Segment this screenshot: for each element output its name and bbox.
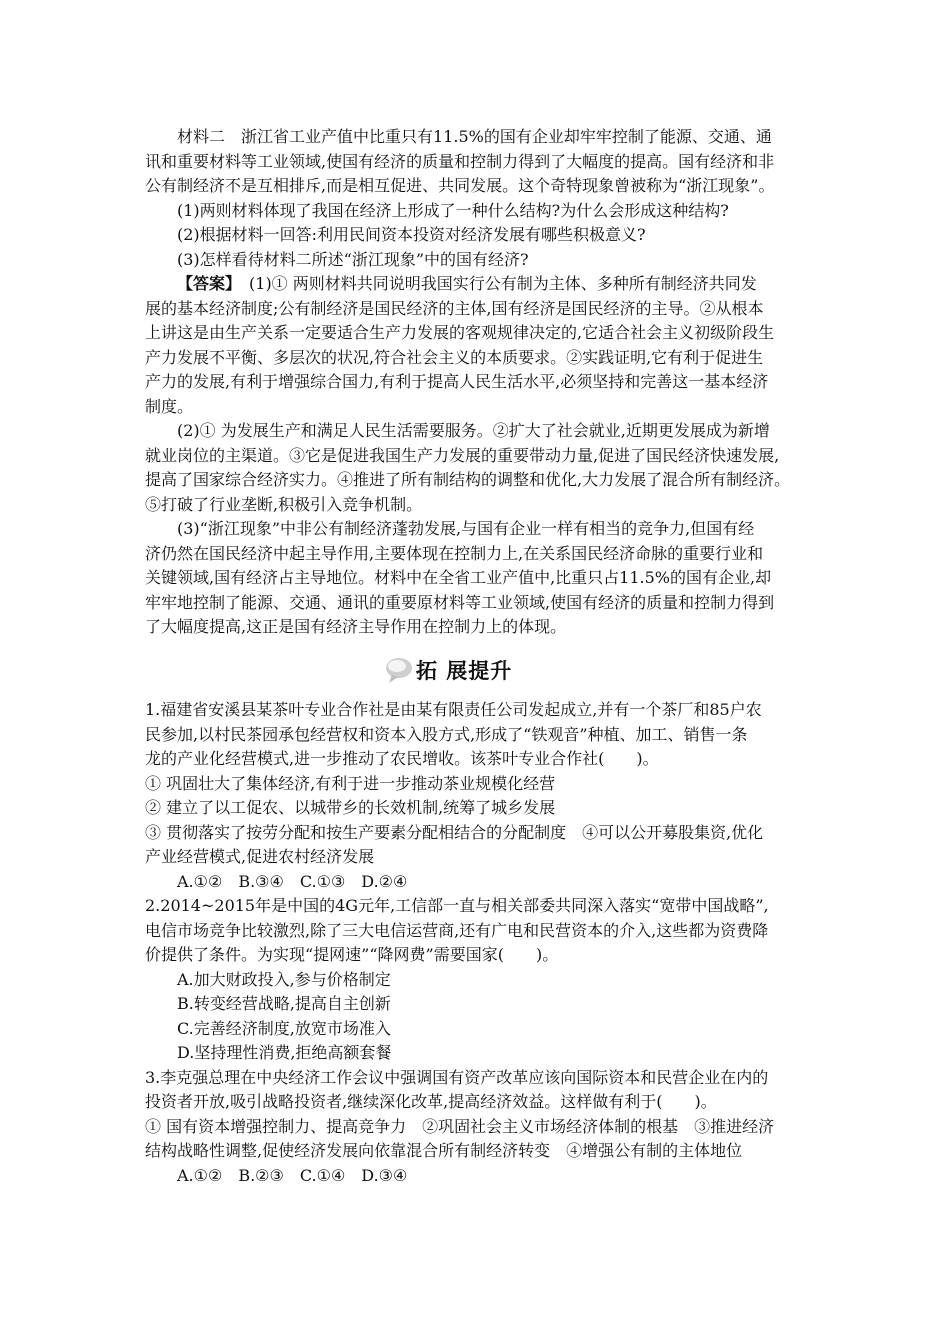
question-block-1 [145,698,813,1188]
question-1: (1)两则材料体现了我国在经济上形成了一种什么结构?为什么会形成这种结构? [177,200,729,220]
question-stem: 电信市场竞争比较激烈,除了三大电信运营商,还有广电和民营资本的介入,这些都为资费降 [145,920,769,940]
section-heading [356,652,596,690]
answer-line: 产力发展不平衡、多层次的状况,符合社会主义的本质要求。②实践证明,它有利于促进生 [145,347,764,367]
answer-line: 关键领域,国有经济占主导地位。材料中在全省工业产值中,比重只占11.5%的国有企业,却 [145,568,772,587]
answer-line: ⑤打破了行业垄断,积极引入竞争机制。 [145,494,423,514]
answer-section [145,272,813,640]
question-stem: 龙的产业化经营模式,进一步推动了农民增收。该茶叶专业合作社( )。 [145,749,659,768]
question-2: (2)根据材料一回答:利用民间资本投资对经济发展有哪些积极意义? [177,225,646,244]
question-3: (3)怎样看待材料二所述“浙江现象”中的国有经济? [177,249,529,269]
answer-label: 【答案】 [177,274,234,293]
answer-line: 就业岗位的主渠道。③它是促进我国生产力发展的重要带动力量,促进了国民经济快速发展, [145,445,780,465]
option-line: ① 国有资本增强控制力、提高竞争力 ②巩固社会主义市场经济体制的根基 ③推进经济 [145,1116,775,1136]
choice-b: B.转变经营战略,提高自主创新 [177,994,391,1013]
material-line: 讯和重要材料等工业领域,使国有经济的质量和控制力得到了大幅度的提高。国有经济和非 [145,151,775,171]
choice-d: D.坚持理性消费,拒绝高额套餐 [177,1043,392,1062]
option-line: ① 巩固壮大了集体经济,有利于进一步推动茶业规模化经营 [145,773,556,793]
answer-line: 展的基本经济制度;公有制经济是国民经济的主体,国有经济是国民经济的主导。②从根本 [145,298,764,318]
question-stem: 价提供了条件。为实现“提网速”“降网费”需要国家( )。 [145,945,559,964]
option-line: ② 建立了以工促农、以城带乡的长效机制,统筹了城乡发展 [145,798,556,817]
answer-line: 上讲这是由生产关系一定要适合生产力发展的客观规律决定的,它适合社会主义初级阶段生 [145,323,775,342]
question-stem: 2.2014~2015年是中国的4G元年,工信部一直与相关部委共同深入落实“宽带中国战略”, [145,896,769,915]
option-line: 结构战略性调整,促使经济发展向依靠混合所有制经济转变 ④增强公有制的主体地位 [145,1141,743,1160]
answer-choices: A.①② B.③④ C.①③ D.②④ [177,871,408,891]
question-stem: 1.福建省安溪县某茶叶专业合作社是由某有限责任公司发起成立,并有一个茶厂和85户农 [145,700,762,719]
choice-c: C.完善经济制度,放宽市场准入 [177,1018,391,1038]
answer-choices: A.①② B.②③ C.①④ D.③④ [177,1165,408,1185]
answer-first-line [145,272,813,297]
question-stem: 民参加,以村民茶园承包经营权和资本入股方式,形成了“铁观音”种植、加工、销售一条 [145,724,748,744]
answer-line: 产力的发展,有利于增强综合国力,有利于提高人民生活水平,必须坚持和完善这一基本经济 [145,372,769,391]
answer-line: (3)“浙江现象”中非公有制经济蓬勃发展,与国有企业一样有相当的竞争力,但国有经 [177,519,755,538]
material-line: 公有制经济不是互相排斥,而是相互促进、共同发展。这个奇特现象曾被称为“浙江现象”。 [145,176,775,195]
answer-line: 提高了国家综合经济实力。④推进了所有制结构的调整和优化,大力发展了混合所有制经济。 [145,470,791,489]
answer-line: 牢牢地控制了能源、交通、通讯的重要原材料等工业领域,使国有经济的质量和控制力得到 [145,592,775,612]
answer-line: 了大幅度提高,这正是国有经济主导作用在控制力上的体现。 [145,617,567,636]
choice-a: A.加大财政投入,参与价格制定 [177,969,391,989]
question-stem: 投资者开放,吸引战略投资者,继续深化改革,提高经济效益。这样做有利于( )。 [145,1092,717,1111]
speech-bubble-icon [384,655,414,685]
section-title: 拓 展提升 [416,659,513,683]
answer-line: 济仍然在国民经济中起主导作用,主要体现在控制力上,在关系国民经济命脉的重要行业和 [145,543,764,563]
answer-text: (1)① 两则材料共同说明我国实行公有制为主体、多种所有制经济共同发 [233,274,757,293]
material-line: 材料二 浙江省工业产值中比重只有11.5%的国有企业却牢牢控制了能源、交通、通 [177,127,772,146]
option-line: ③ 贯彻落实了按劳分配和按生产要素分配相结合的分配制度 ④可以公开募股集资,优化 [145,822,764,842]
answer-line: 制度。 [145,396,194,416]
material-two [145,125,813,272]
option-line: 产业经营模式,促进农村经济发展 [145,847,375,866]
question-stem: 3.李克强总理在中央经济工作会议中强调国有资产改革应该向国际资本和民营企业在内的 [145,1067,769,1087]
answer-line: (2)① 为发展生产和满足人民生活需要服务。②扩大了社会就业,近期更发展成为新增 [177,421,770,440]
